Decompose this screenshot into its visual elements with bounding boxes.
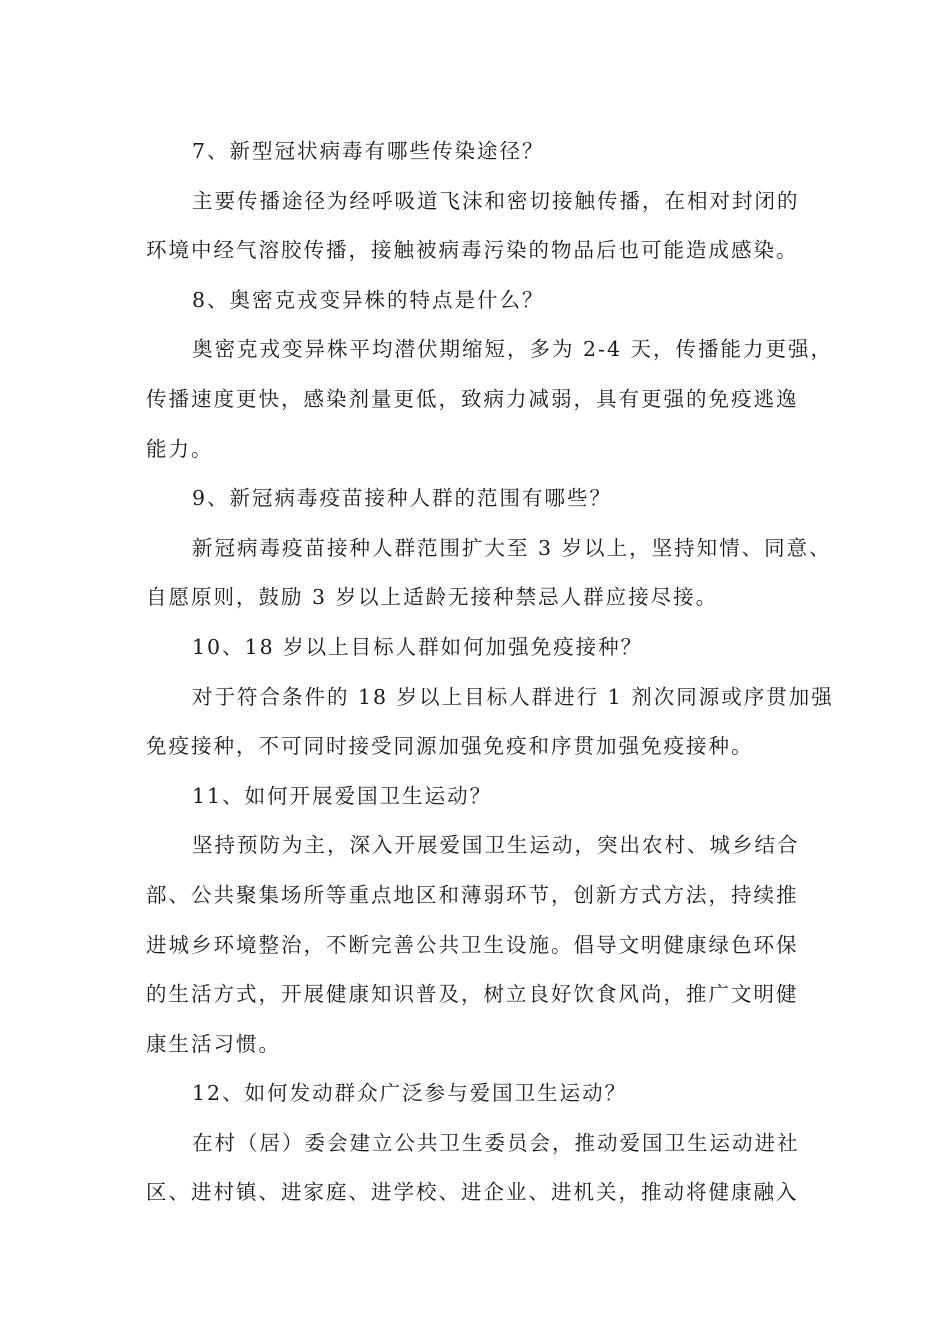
answer-9-line-1: 新冠病毒疫苗接种人群范围扩大至 3 岁以上，坚持知情、同意、 [192, 535, 832, 560]
question-7-heading: 7、新型冠状病毒有哪些传染途径？ [192, 139, 545, 163]
question-10-heading: 10、18 岁以上目标人群如何加强免疫接种？ [192, 634, 644, 659]
answer-7-line-1: 主要传播途径为经呼吸道飞沫和密切接触传播，在相对封闭的 [192, 188, 800, 213]
answer-11-line-3: 进城乡环境整治，不断完善公共卫生设施。倡导文明健康绿色环保 [146, 932, 799, 957]
answer-7-line-2: 环境中经气溶胶传播，接触被病毒污染的物品后也可能造成感染。 [146, 238, 799, 263]
answer-8-line-3: 能力。 [146, 436, 214, 461]
answer-8-line-2: 传播速度更快，感染剂量更低，致病力减弱，具有更强的免疫逃逸 [146, 386, 799, 411]
question-12-heading: 12、如何发动群众广泛参与爱国卫生运动？ [192, 1081, 628, 1106]
answer-9-line-2: 自愿原则，鼓励 3 岁以上适龄无接种禁忌人群应接尽接。 [146, 585, 719, 610]
question-8-heading: 8、奥密克戎变异株的特点是什么？ [192, 287, 545, 312]
answer-12-line-1: 在村（居）委会建立公共卫生委员会，推动爱国卫生运动进社 [192, 1130, 800, 1155]
answer-12-line-2: 区、进村镇、进家庭、进学校、进企业、进机关，推动将健康融入 [146, 1180, 799, 1205]
document-body [146, 127, 834, 1218]
question-9-heading: 9、新冠病毒疫苗接种人群的范围有哪些？ [192, 486, 613, 511]
question-11-heading: 11、如何开展爱国卫生运动？ [192, 783, 493, 808]
answer-8-line-1: 奥密克戎变异株平均潜伏期缩短，多为 2-4 天，传播能力更强， [192, 337, 834, 362]
answer-11-line-1: 坚持预防为主，深入开展爱国卫生运动，突出农村、城乡结合 [192, 833, 800, 858]
answer-11-line-4: 的生活方式，开展健康知识普及，树立良好饮食风尚，推广文明健 [146, 982, 799, 1007]
answer-11-line-2: 部、公共聚集场所等重点地区和薄弱环节，创新方式方法，持续推 [146, 882, 799, 907]
answer-10-line-2: 免疫接种，不可同时接受同源加强免疫和序贯加强免疫接种。 [146, 734, 754, 759]
answer-11-line-5: 康生活习惯。 [146, 1031, 281, 1056]
answer-10-line-1: 对于符合条件的 18 岁以上目标人群进行 1 剂次同源或序贯加强 [192, 684, 834, 709]
